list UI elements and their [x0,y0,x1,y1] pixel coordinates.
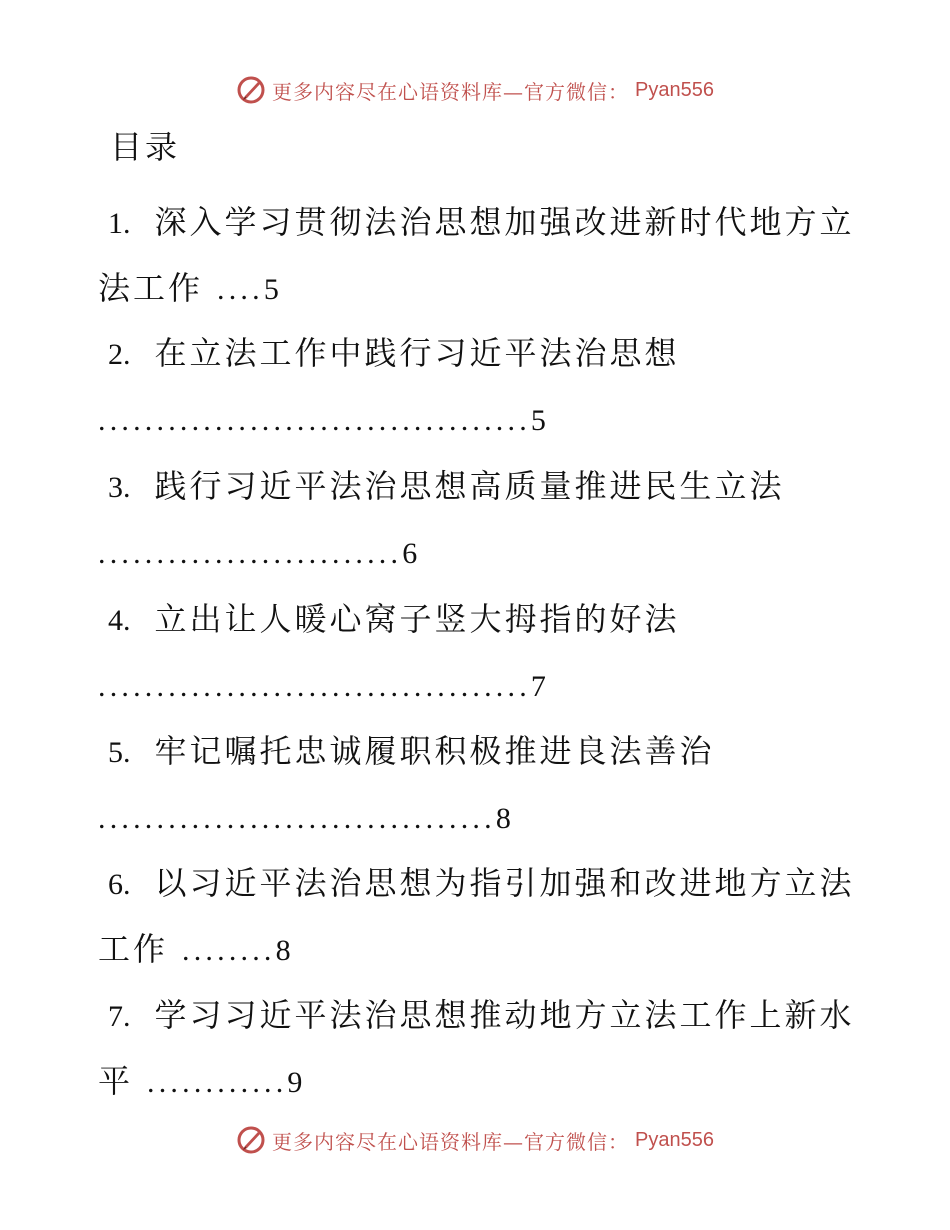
toc-entry-title: 深入学习贯彻法治思想加强改进新时代地方立 [154,203,855,241]
toc-entry-title: 在立法工作中践行习近平法治思想 [154,334,680,372]
banner-text: 更多内容尽在心语资料库—官方微信： [272,1129,630,1154]
toc-entry-title-line [108,200,855,246]
toc-entry-leader-line [98,927,291,973]
pen-logo-icon [236,1125,266,1155]
toc-entry-leader-line [98,663,546,709]
toc-entry-number: 7. [108,1000,131,1033]
banner-text: 更多内容尽在心语资料库—官方微信： [272,79,630,104]
toc-entry-leader-line [98,397,546,443]
toc-entry-number: 5. [108,736,131,769]
toc-entry-number: 3. [108,471,131,504]
toc-entry-page: 5 [263,273,279,306]
toc-entry-number: 2. [108,338,131,371]
toc-entry-page: 8 [275,934,291,967]
toc-entry-page: 7 [530,670,546,703]
toc-entry-number: 6. [108,868,131,901]
toc-entry-dots: .................................. [98,802,496,835]
toc-entry-page: 5 [530,404,546,437]
header-banner [0,70,950,110]
toc-entry-page: 9 [287,1066,303,1099]
toc-entry-page: 8 [495,802,511,835]
toc-entry-title-line [108,597,680,643]
toc-entry-leader-line [98,266,279,312]
toc-entry-title: 立出让人暖心窝子竖大拇指的好法 [154,600,680,638]
toc-entry-title: 学习习近平法治思想推动地方立法工作上新水 [154,996,855,1034]
toc-entry-dots: .......................... [98,537,403,570]
toc-entry-leader-line [98,1059,302,1105]
toc-entry-title-line [108,993,855,1039]
toc-entry-title-line [108,729,715,775]
toc-entry-title-continued: 平 [98,1062,134,1100]
banner-wechat-id: Pyan556 [635,78,714,101]
toc-entry-title: 践行习近平法治思想高质量推进民生立法 [154,467,785,505]
toc-entry-title-continued: 工作 [98,930,169,968]
toc-entry-title-line [108,331,680,377]
toc-title: 目录 [110,128,181,166]
toc-entry-number: 1. [108,207,131,240]
toc-entry-title-line [108,464,785,510]
toc-entry-dots: ............ [147,1066,288,1099]
toc-entry-page: 6 [402,537,418,570]
toc-entry-dots: ..................................... [98,404,531,437]
toc-entry-number: 4. [108,604,131,637]
toc-entry-title: 以习近平法治思想为指引加强和改进地方立法 [154,864,855,902]
toc-entry-dots: ........ [182,934,276,967]
toc-entry-dots: .... [217,273,264,306]
footer-banner [0,1120,950,1160]
toc-entry-title-continued: 法工作 [98,269,204,307]
pen-logo-icon [236,75,266,105]
toc-entry-title: 牢记嘱托忠诚履职积极推进良法善治 [154,732,715,770]
toc-entry-leader-line [98,530,417,576]
toc-entry-leader-line [98,795,511,841]
toc-entry-dots: ..................................... [98,670,531,703]
toc-entry-title-line [108,861,855,907]
banner-wechat-id: Pyan556 [635,1128,714,1151]
